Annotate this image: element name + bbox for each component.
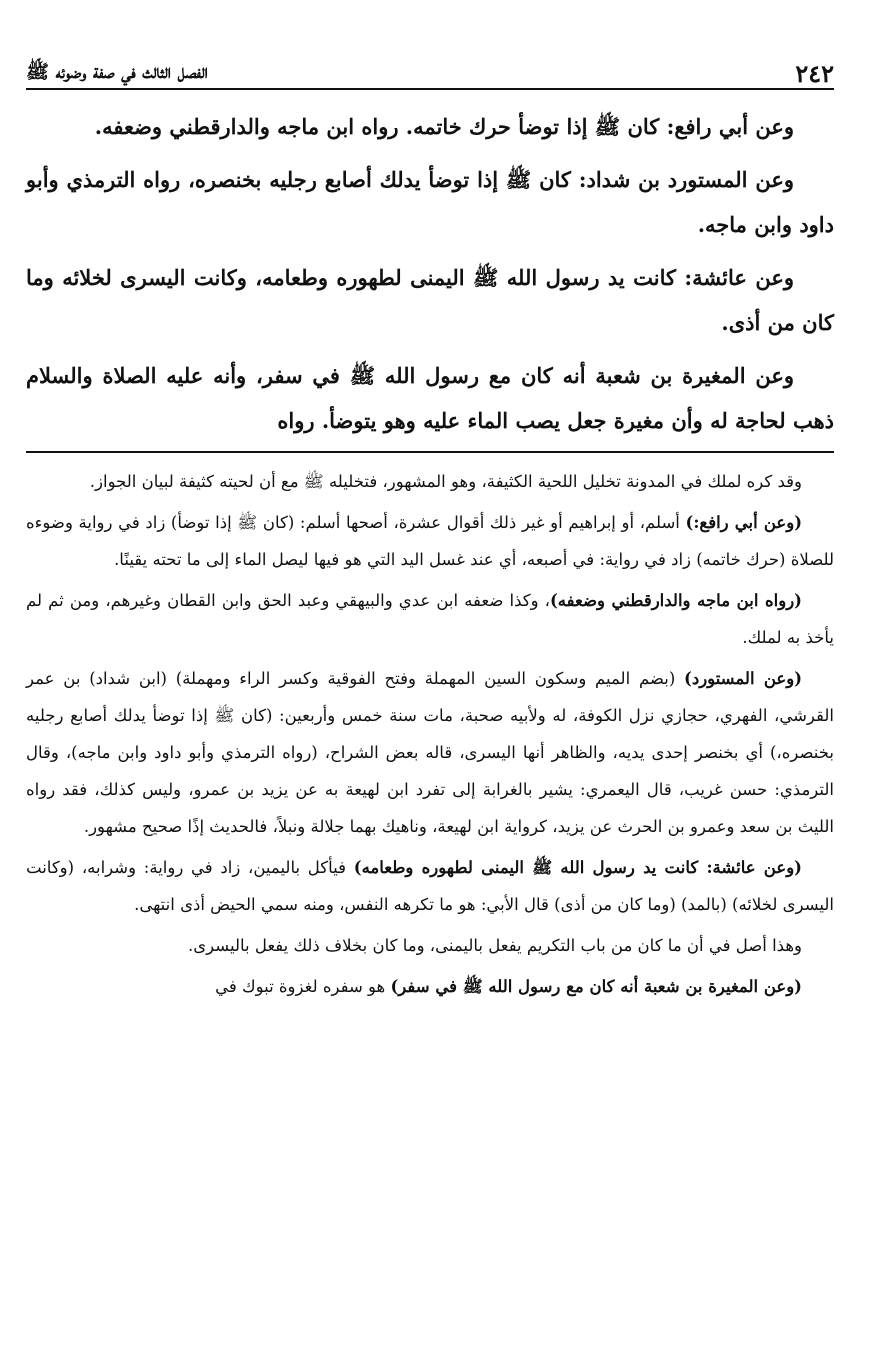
commentary-paragraph: (رواه ابن ماجه والدارقطني وضعفه)، وكذا ضعفه ابن عدي والبيهقي وعبد الحق وابن القطان وغيرهم، ومن ثم لم يأخذ به لملك. <box>26 591 834 647</box>
main-text <box>26 90 834 443</box>
chapter-title: الفصل الثالث في صفة وضوئه ﷺ <box>26 61 208 83</box>
commentary-paragraph: وهذا أصل في أن ما كان من باب التكريم يفعل باليمنى، وما كان بخلاف ذلك يفعل باليسرى. <box>188 936 802 955</box>
hadith-aisha: وعن عائشة: كانت يد رسول الله ﷺ اليمنى لطهوره وطعامه، وكانت اليسرى لخلائه وما كان من أذى. <box>26 265 834 335</box>
commentary-paragraph: (وعن أبي رافع:) أسلم، أو إبراهيم أو غير ذلك أقوال عشرة، أصحها أسلم: (كان ﷺ إذا توضأ) زاد في رواية وضوءه للصلاة (حرك خاتمه) زاد في رواية: في أصبعه، أي عند غسل اليد التي هو فيها ليصل الماء إلى ما تحته يقينًا. <box>26 513 834 569</box>
page-header <box>26 48 834 90</box>
hadith-abu-rafi: وعن أبي رافع: كان ﷺ إذا توضأ حرك خاتمه. رواه ابن ماجه والدارقطني وضعفه. <box>94 114 794 139</box>
commentary-paragraph: (وعن عائشة: كانت يد رسول الله ﷺ اليمنى لطهوره وطعامه) فيأكل باليمين، زاد في رواية: وشرابه، (وكانت اليسرى لخلائه) (بالمد) (وما كان من أذى) قال الأبي: هو ما تكرهه النفس، ومنه سمي الحيض أذى انتهى. <box>26 858 834 914</box>
commentary-paragraph: (وعن المغيرة بن شعبة أنه كان مع رسول الله ﷺ في سفر) هو سفره لغزوة تبوك في <box>215 977 802 996</box>
page-number: ٢٤٢ <box>795 59 834 88</box>
footnote-divider <box>26 451 834 453</box>
hadith-mustawrid: وعن المستورد بن شداد: كان ﷺ إذا توضأ يدلك أصابع رجليه بخنصره، رواه الترمذي وأبو داود وابن ماجه. <box>26 167 834 237</box>
hadith-mughira: وعن المغيرة بن شعبة أنه كان مع رسول الله ﷺ في سفر، وأنه عليه الصلاة والسلام ذهب لحاجة له وأن مغيرة جعل يصب الماء عليه وهو يتوضأ. رواه <box>26 363 834 433</box>
commentary-paragraph: وقد كره لملك في المدونة تخليل اللحية الكثيفة، وهو المشهور، فتخليله ﷺ مع أن لحيته كثيفة لبيان الجواز. <box>89 472 802 491</box>
book-page <box>26 48 834 1009</box>
commentary-paragraph: (وعن المستورد) (بضم الميم وسكون السين المهملة وفتح الفوقية وكسر الراء ومهملة) (ابن شداد) بن عمر القرشي، الفهري، حجازي نزل الكوفة، له ولأبيه صحبة، مات سنة خمس وأربعين: (كان ﷺ إذا توضأ يدلك أصابع رجليه بخنصره،) أي بخنصر إحدى يديه، والظاهر أنها اليسرى، قاله بعض الشراح، (رواه الترمذي وأبو داود وابن ماجه)، وقال الترمذي: حسن غريب، قال اليعمري: يشير بالغرابة إلى تفرد ابن لهيعة به عن يزيد بن عمرو، وليس كذلك، فقد رواه الليث بن سعد وعمرو بن الحرث عن يزيد، كرواية ابن لهيعة، وناهيك بهما جلالة ونبلاً، فالحديث إذًا صحيح مشهور. <box>26 669 834 836</box>
commentary <box>26 463 834 1005</box>
